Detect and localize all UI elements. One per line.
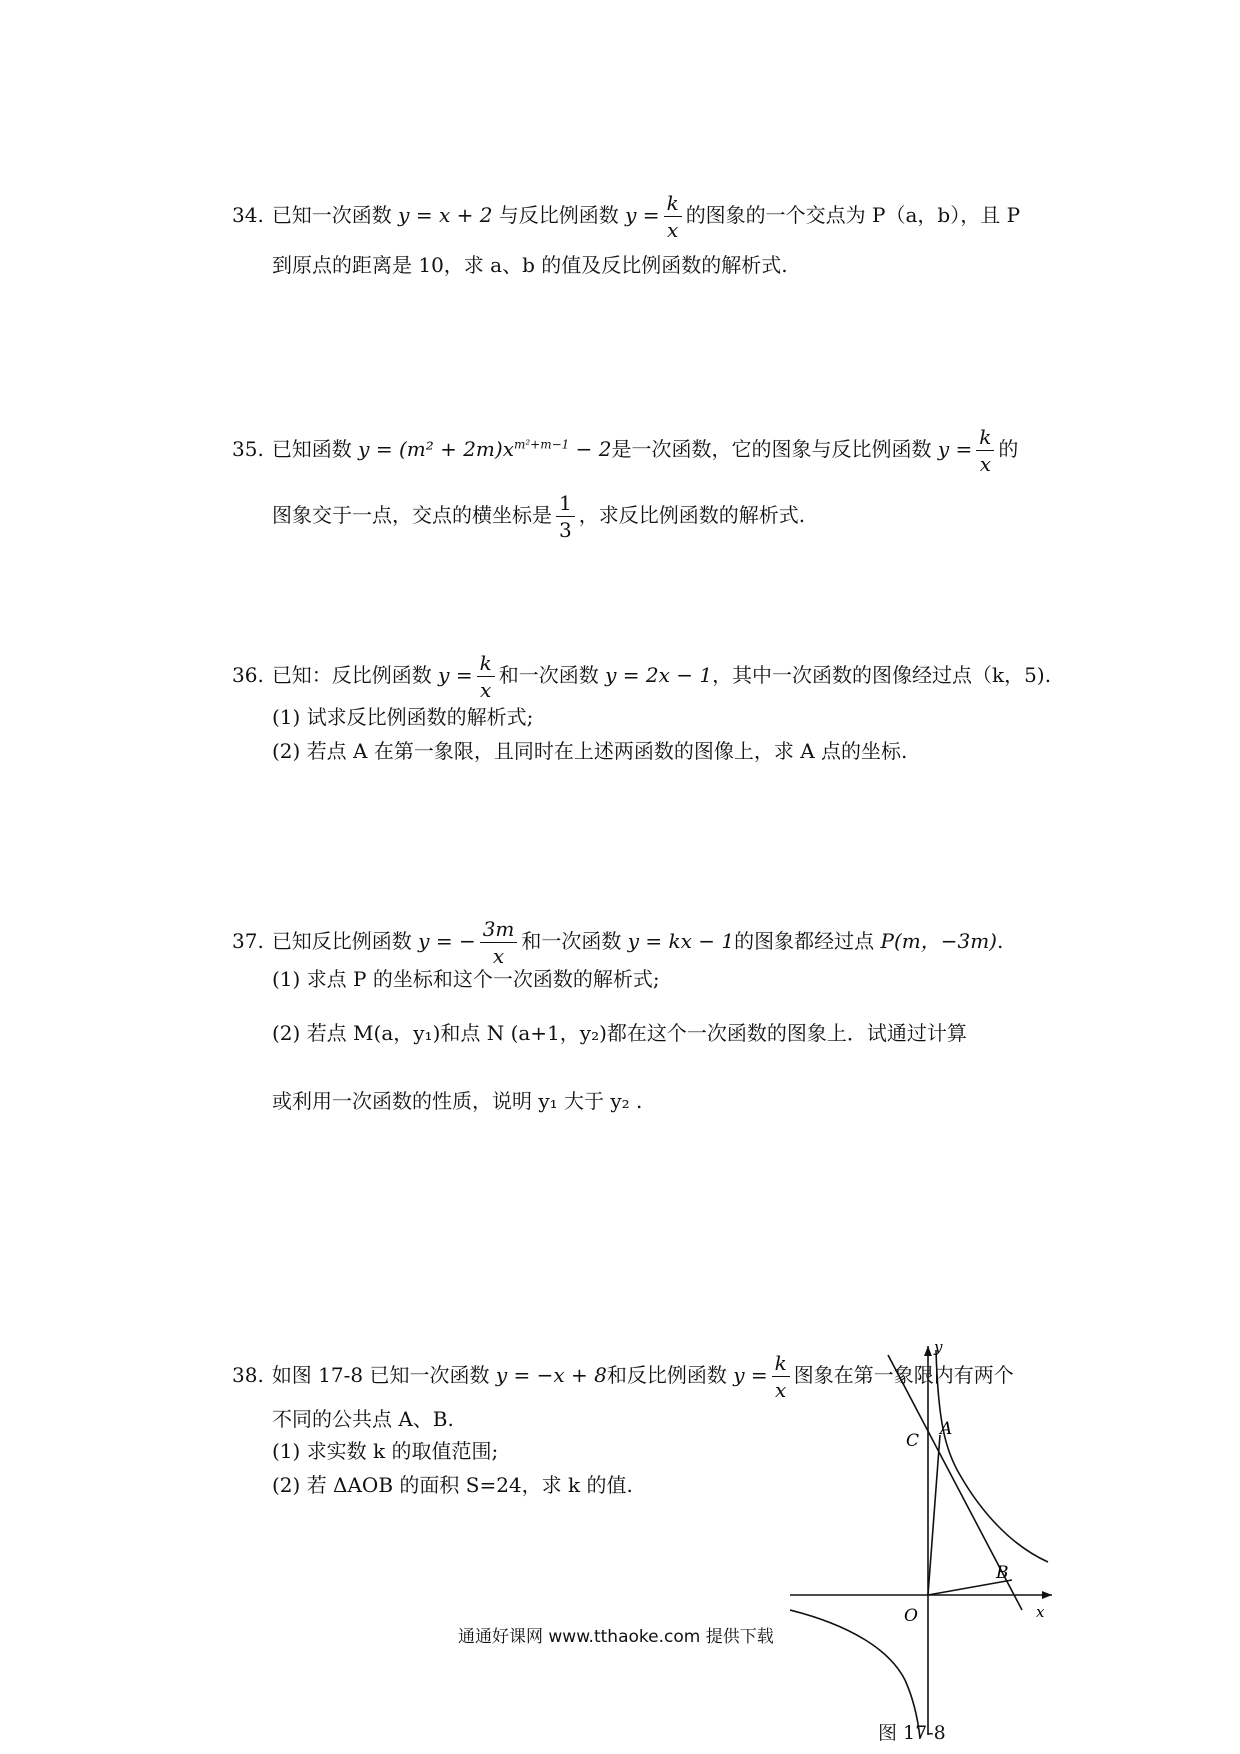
fraction: $\frac{k}{x}$ [477, 650, 495, 703]
text: 已知函数 [271, 437, 352, 461]
text: 的图象都经过点 [734, 929, 875, 953]
text: . [996, 929, 1004, 953]
figure-17-8 [790, 1340, 1060, 1740]
text: 已知：反比例函数 [271, 663, 432, 687]
label-y: y [934, 1340, 943, 1356]
problem-number: 38. [232, 1363, 264, 1387]
equation: y = x + 2 [398, 203, 493, 227]
problem-number: 36. [232, 663, 264, 687]
text: 图象在第一象限内有两个 [793, 1363, 1014, 1387]
hyperbola-branch-1 [936, 1350, 1048, 1562]
text: 图象交于一点，交点的横坐标是 [272, 503, 552, 527]
problem-37-line-1 [232, 916, 1003, 969]
problem-36-sub-1: (1) 试求反比例函数的解析式; [272, 705, 534, 729]
problem-35-line-2 [272, 490, 805, 543]
equation: y = [937, 437, 973, 461]
fraction: $\frac{k}{x}$ [664, 190, 682, 243]
fraction: $\frac{3m}{x}$ [480, 916, 518, 969]
text: 和反比例函数 [606, 1363, 727, 1387]
text: 如图 17-8 已知一次函数 [271, 1363, 490, 1387]
label-c: C [906, 1431, 920, 1451]
figure-caption: 图 17-8 [878, 1722, 946, 1744]
label-o: O [904, 1606, 918, 1626]
text: 是一次函数，它的图象与反比例函数 [611, 437, 932, 461]
problem-36-sub-2: (2) 若点 A 在第一象限，且同时在上述两函数的图像上，求 A 点的坐标. [272, 739, 908, 763]
problem-number: 34. [232, 203, 264, 227]
text: ，其中一次函数的图像经过点（k，5). [712, 663, 1052, 687]
equation: P(m，−3m) [880, 929, 997, 953]
y-axis-arrow [924, 1346, 932, 1356]
text: 已知反比例函数 [271, 929, 412, 953]
problem-37-sub-1: (1) 求点 P 的坐标和这个一次函数的解析式; [272, 967, 660, 991]
equation: y = 2x − 1 [605, 663, 713, 687]
footer-watermark: 通通好课网 www.tthaoke.com 提供下载 [458, 1627, 774, 1647]
problem-35-line-1 [232, 424, 1018, 477]
fraction: $\frac{1}{3}$ [556, 490, 575, 543]
exponent: m²+m−1 [513, 437, 570, 452]
label-a: A [940, 1419, 953, 1439]
text: 已知一次函数 [271, 203, 392, 227]
equation: y = −x + 8 [495, 1363, 607, 1387]
equation: y = [625, 203, 660, 227]
problem-37-sub-3: 或利用一次函数的性质，说明 y₁ 大于 y₂ . [272, 1089, 643, 1113]
problem-38-line-2: 不同的公共点 A、B. [272, 1407, 454, 1431]
label-x: x [1036, 1603, 1045, 1621]
text: 和一次函数 [498, 663, 599, 687]
text: ，求反比例函数的解析式. [578, 503, 806, 527]
x-axis-arrow [1042, 1591, 1052, 1599]
problem-38-sub-2: (2) 若 ΔAOB 的面积 S=24，求 k 的值. [272, 1473, 633, 1497]
problem-34-line-2: 到原点的距离是 10，求 a、b 的值及反比例函数的解析式. [272, 253, 788, 277]
equation: y = [733, 1363, 768, 1387]
problem-38-sub-1: (1) 求实数 k 的取值范围; [272, 1439, 499, 1463]
problem-number: 37. [232, 929, 264, 953]
problem-34-line-1 [232, 190, 1020, 243]
problem-36-line-1 [232, 650, 1051, 703]
label-b: B [996, 1563, 1009, 1583]
text: 和一次函数 [521, 929, 622, 953]
problem-number: 35. [232, 437, 264, 461]
equation: y = − [418, 929, 476, 953]
problem-37-sub-2: (2) 若点 M(a，y₁)和点 N (a+1，y₂)都在这个一次函数的图象上．试通过计算 [272, 1021, 967, 1045]
fraction: $\frac{k}{x}$ [976, 424, 994, 477]
equation: y = [438, 663, 473, 687]
text: 的 [998, 437, 1019, 461]
equation: − 2 [569, 437, 612, 461]
text: 的图象的一个交点为 P（a，b），且 P [685, 203, 1021, 227]
equation: y = kx − 1 [627, 929, 735, 953]
equation: y = (m² + 2m)x [358, 437, 514, 461]
fraction: $\frac{k}{x}$ [772, 1350, 790, 1403]
segment-oa [928, 1435, 940, 1595]
text: 与反比例函数 [498, 203, 619, 227]
